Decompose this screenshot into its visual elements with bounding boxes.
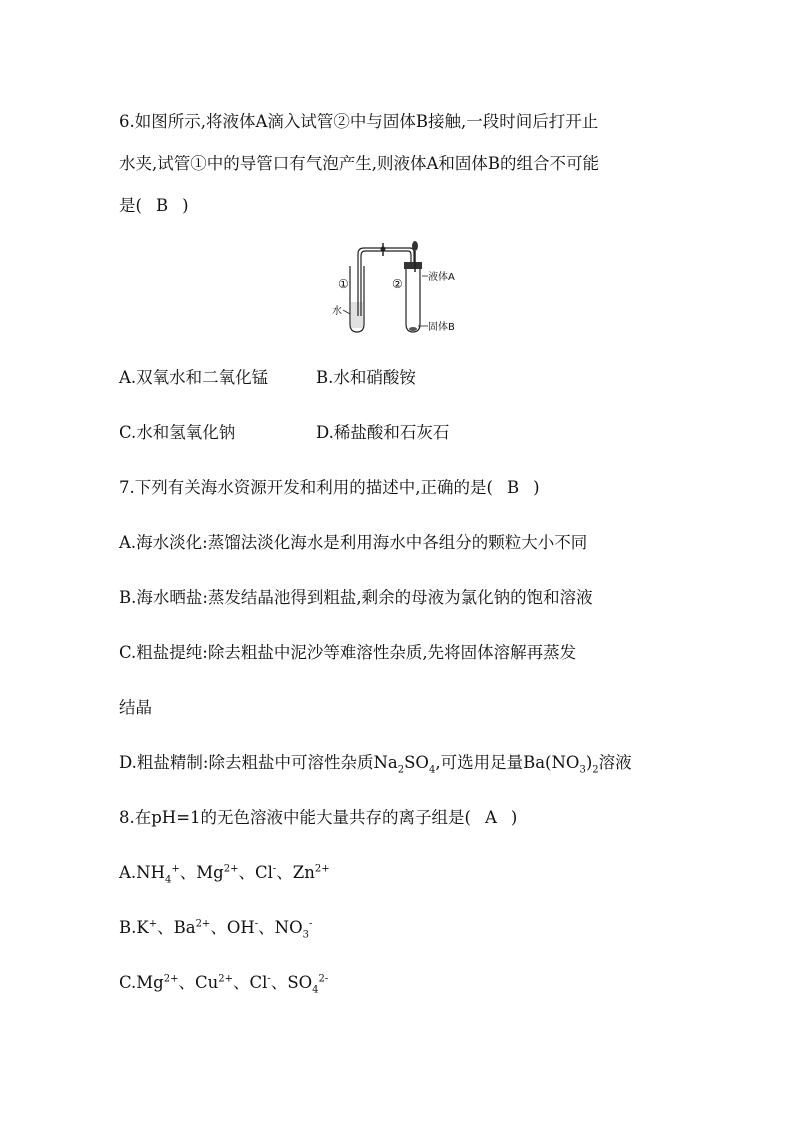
ion-text: 、NO	[258, 918, 303, 937]
q6-option-d: D.稀盐酸和石灰石	[316, 423, 450, 442]
ion-text: B.K	[119, 918, 149, 937]
q7-option-c-line1: C.粗盐提纯:除去粗盐中泥沙等难溶性杂质,先将固体溶解再蒸发	[119, 643, 577, 662]
q7-option-d-text: )	[585, 753, 593, 772]
q8-option-a	[119, 859, 330, 886]
q6-option-a: A.双氧水和二氧化锰	[119, 368, 269, 387]
superscript: +	[171, 863, 180, 875]
q6-option-b: B.水和硝酸铵	[316, 368, 416, 387]
tube1-label: ①	[338, 277, 349, 291]
ion-text: 、OH	[210, 918, 255, 937]
subscript: 4	[312, 984, 319, 996]
q6-stem-line3	[119, 192, 189, 216]
ion-text: 、Cl	[238, 863, 273, 882]
q7-option-d-text: 溶液	[598, 753, 632, 772]
q7-stem-pre: 7.下列有关海水资源开发和利用的描述中,正确的是(	[119, 478, 493, 497]
subscript: 2	[397, 764, 405, 776]
ion-text: 、Ba	[157, 918, 196, 937]
ion-text: 、Zn	[276, 863, 315, 882]
q6-stem-line1: 6.如图所示,将液体A滴入试管②中与固体B接触,一段时间后打开止	[119, 112, 599, 131]
superscript: 2+	[223, 863, 239, 875]
q8-stem	[119, 804, 517, 828]
q8-option-c	[119, 969, 329, 996]
q7-option-d-text: SO	[404, 753, 429, 772]
q8-option-b	[119, 914, 313, 941]
subscript: 4	[428, 764, 436, 776]
tube2-label: ②	[392, 277, 403, 291]
q7-stem-post: )	[533, 478, 540, 497]
subscript: 4	[165, 874, 172, 886]
superscript: -	[272, 863, 277, 875]
q7-option-d	[119, 749, 632, 776]
q7-stem	[119, 474, 540, 498]
superscript: 2+	[195, 918, 211, 930]
superscript: 2+	[163, 973, 179, 985]
ion-text: 、Cu	[178, 973, 219, 992]
superscript: +	[148, 918, 158, 930]
superscript: 2-	[318, 973, 329, 985]
subscript: 3	[579, 764, 586, 776]
ion-text: 、Mg	[179, 863, 224, 882]
q8-answer: A	[484, 808, 497, 827]
q8-stem-post: )	[510, 808, 518, 827]
q7-option-d-text: D.粗盐精制:除去粗盐中可溶性杂质Na	[119, 753, 398, 772]
q6-option-c: C.水和氢氧化钠	[119, 423, 236, 442]
subscript: 2	[592, 764, 599, 776]
superscript: -	[254, 918, 259, 930]
water-label: 水	[332, 306, 342, 317]
ion-text: 、Cl	[233, 973, 268, 992]
superscript: -	[308, 918, 313, 930]
ion-text: 、SO	[270, 973, 313, 992]
q6-stem-line2: 水夹,试管①中的导管口有气泡产生,则液体A和固体B的组合不可能	[119, 154, 600, 173]
q7-option-d-text: ,可选用足量Ba(NO	[435, 753, 580, 772]
q6-stem-pre: 是(	[119, 196, 142, 215]
q6-stem-post: )	[182, 196, 189, 215]
q6-answer: B	[155, 196, 169, 215]
q7-option-c-line2: 结晶	[119, 698, 152, 717]
liquid-a-label: 液体A	[428, 272, 455, 283]
q7-option-b: B.海水晒盐:蒸发结晶池得到粗盐,剩余的母液为氯化钠的饱和溶液	[119, 588, 593, 607]
q8-stem-pre: 8.在pH=1的无色溶液中能大量共存的离子组是(	[119, 808, 471, 827]
superscript: 2+	[218, 973, 234, 985]
apparatus-figure	[328, 236, 478, 336]
ion-text: C.Mg	[119, 973, 164, 992]
superscript: 2+	[314, 863, 330, 875]
solid-b-label: 固体B	[428, 322, 455, 333]
subscript: 3	[302, 929, 309, 941]
ion-text: A.NH	[119, 863, 165, 882]
superscript: -	[267, 973, 271, 985]
q7-option-a: A.海水淡化:蒸馏法淡化海水是利用海水中各组分的颗粒大小不同	[119, 533, 588, 552]
q7-answer: B	[506, 478, 520, 497]
